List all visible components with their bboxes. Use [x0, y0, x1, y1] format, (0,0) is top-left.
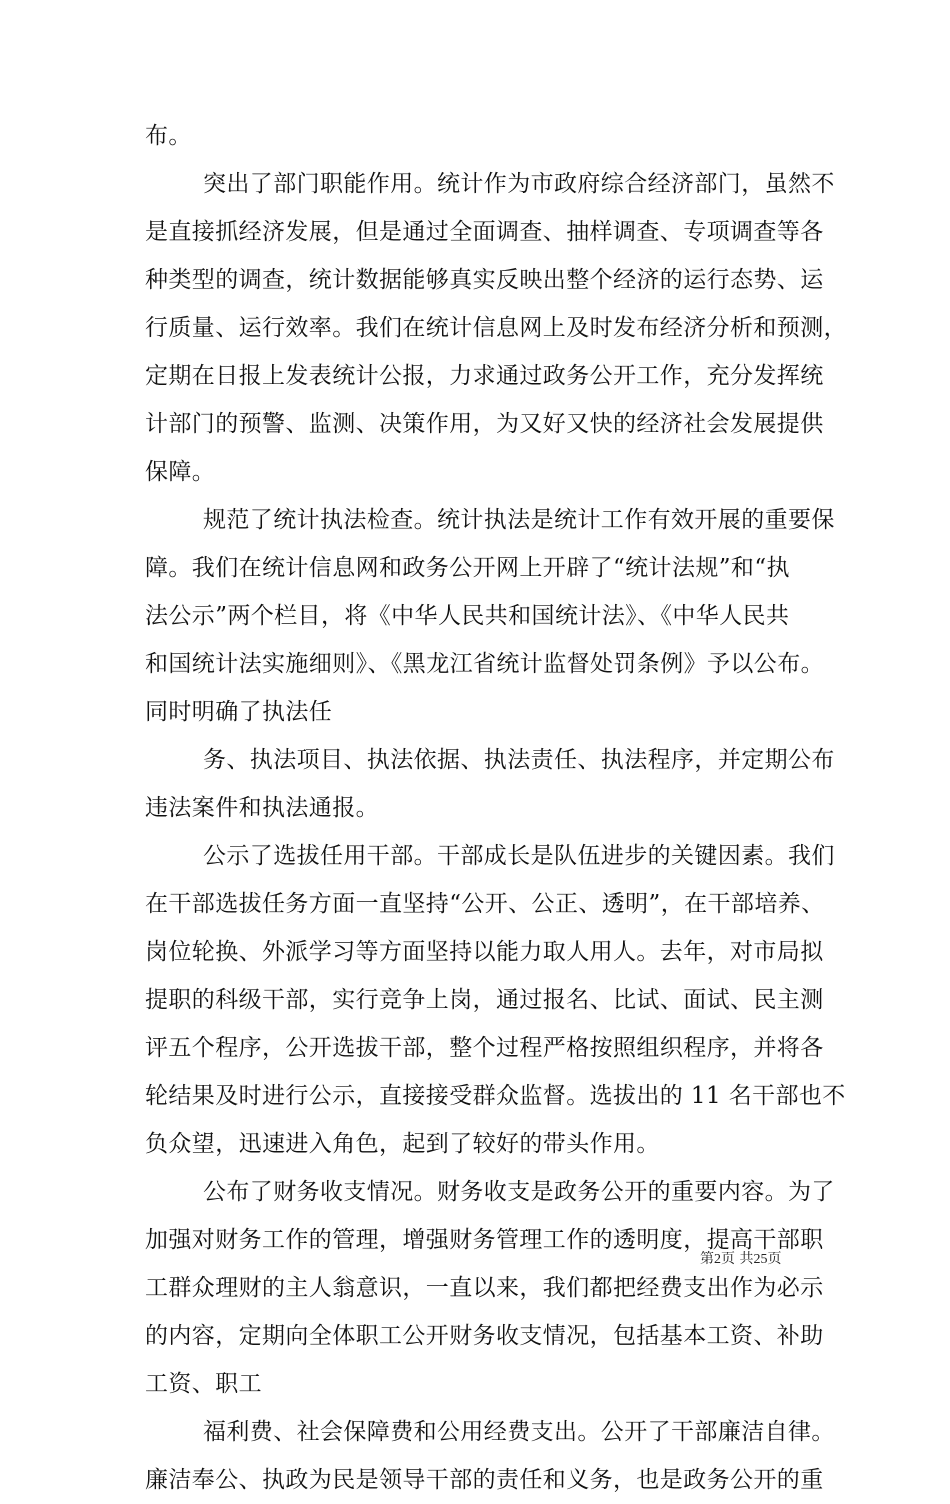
footer-middle: 页 共	[721, 1251, 754, 1267]
page-number-footer	[700, 1250, 781, 1269]
text-line: 加强对财务工作的管理，增强财务管理工作的透明度，提高干部职	[145, 1227, 824, 1253]
text-line: 定期在日报上发表统计公报，力求通过政务公开工作，充分发挥统	[145, 363, 824, 389]
text-line: 计部门的预警、监测、决策作用，为又好又快的经济社会发展提供	[145, 411, 824, 437]
text-line: 和国统计法实施细则》、《黑龙江省统计监督处罚条例》予以公布。	[145, 651, 824, 677]
footer-suffix: 页	[767, 1251, 782, 1267]
text-line: 的内容，定期向全体职工公开财务收支情况，包括基本工资、补助	[145, 1323, 824, 1349]
text-line: 廉洁奉公、执政为民是领导干部的责任和义务，也是政务公开的重	[145, 1467, 824, 1493]
text-line: 规范了统计执法检查。统计执法是统计工作有效开展的重要保	[203, 507, 835, 533]
text-line: 岗位轮换、外派学习等方面坚持以能力取人用人。去年，对市局拟	[145, 939, 824, 965]
text-line: 福利费、社会保障费和公用经费支出。公开了干部廉洁自律。	[203, 1419, 835, 1445]
text-line: 是直接抓经济发展，但是通过全面调查、抽样调查、专项调查等各	[145, 219, 824, 245]
current-page-number: 2	[714, 1252, 721, 1267]
text-line: 公布了财务收支情况。财务收支是政务公开的重要内容。为了	[203, 1179, 835, 1205]
text-line: 在干部选拔任务方面一直坚持“公开、公正、透明”，在干部培养、	[145, 891, 825, 917]
text-line: 保障。	[145, 459, 216, 485]
text-line: 法公示”两个栏目，将《中华人民共和国统计法》、《中华人民共	[145, 603, 790, 629]
text-line: 违法案件和执法通报。	[145, 795, 379, 821]
text-line: 工资、职工	[145, 1371, 262, 1397]
text-line: 务、执法项目、执法依据、执法责任、执法程序，并定期公布	[203, 747, 835, 773]
total-page-count: 25	[753, 1252, 768, 1267]
text-line: 公示了选拔任用干部。干部成长是队伍进步的关键因素。我们	[203, 843, 835, 869]
text-line: 突出了部门职能作用。统计作为市政府综合经济部门，虽然不	[203, 171, 835, 197]
text-line: 障。我们在统计信息网和政务公开网上开辟了“统计法规”和“执	[145, 555, 790, 581]
text-line: 布。	[145, 123, 192, 149]
text-line: 同时明确了执法任	[145, 699, 333, 725]
text-line: 种类型的调查，统计数据能够真实反映出整个经济的运行态势、运	[145, 267, 824, 293]
footer-prefix: 第	[700, 1251, 714, 1267]
body-text	[145, 112, 847, 1504]
text-line: 工群众理财的主人翁意识，一直以来，我们都把经费支出作为必示	[145, 1275, 824, 1301]
text-line: 轮结果及时进行公示，直接接受群众监督。选拔出的 11 名干部也不	[145, 1083, 846, 1109]
text-line: 负众望，迅速进入角色，起到了较好的带头作用。	[145, 1131, 660, 1157]
text-line: 评五个程序，公开选拔干部，整个过程严格按照组织程序，并将各	[145, 1035, 824, 1061]
text-line: 行质量、运行效率。我们在统计信息网上及时发布经济分析和预测，	[145, 315, 847, 341]
text-line: 提职的科级干部，实行竞争上岗，通过报名、比试、面试、民主测	[145, 987, 824, 1013]
